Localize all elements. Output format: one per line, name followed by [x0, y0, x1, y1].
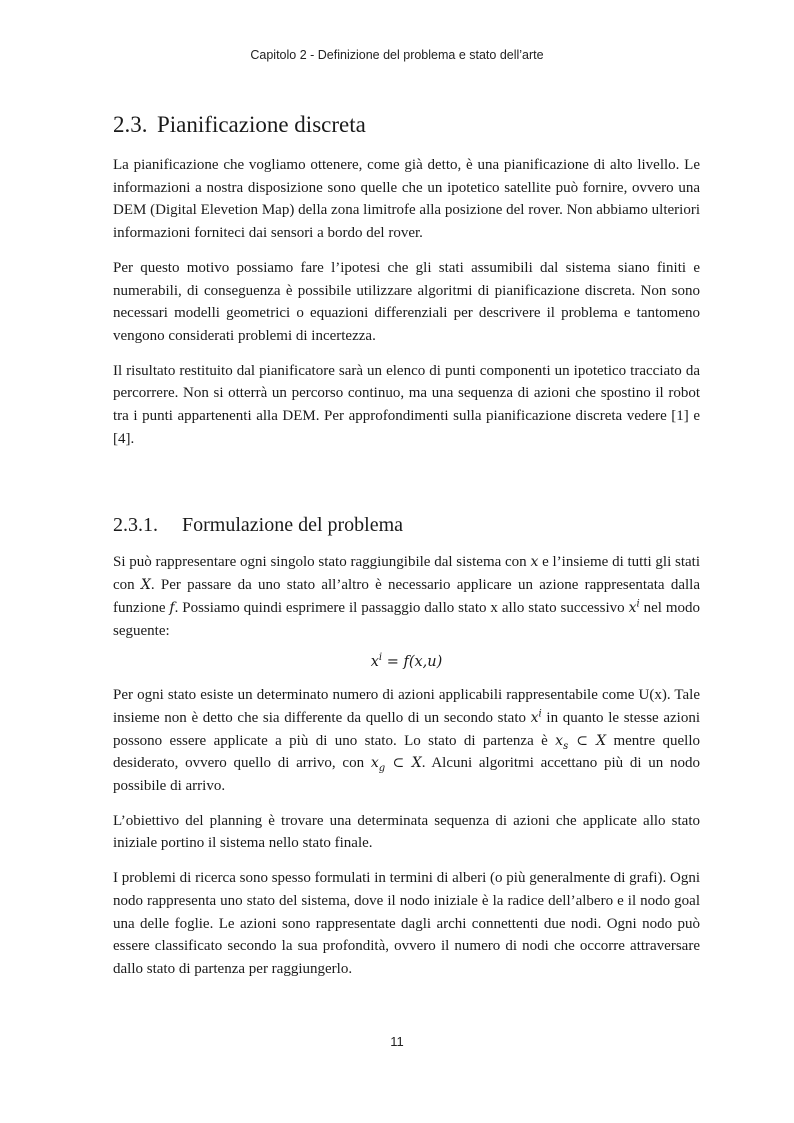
equation: $x^i = f(x,u)$ — [370, 652, 443, 671]
math-symbol: f — [169, 599, 175, 616]
paragraph: Il risultato restituito dal pianificatore sarà un elenco di punti componenti un ipotetico tracciato da percorrere. Non si otterrà un percorso continuo, ma una sequenza di azioni che spostino il robot tra i punti appartenenti alla DEM. Per approfondimenti sulla pianificazione discreta vedere [1] e [4]. — [113, 362, 700, 447]
math-symbol: $x^i$ — [628, 598, 640, 616]
math-symbol: X — [140, 577, 151, 594]
math-symbol: $x_s$ ⊂ X — [555, 732, 607, 752]
paragraph-actions: Per ogni stato esiste un determinato numero di azioni applicabili rappresentabile come U(x). Tale insieme non è detto che sia differente da quello di un secondo stato $x^i$ in quanto le stesse azioni possono essere applicate a più di uno stato. Lo stato di partenza è $x_s$ ⊂ X mentre quello desiderato, ovvero quello di arrivo, con $x_g$ ⊂ X. Alcuni algoritmi accettano più di un nodo possibile di arrivo. — [113, 687, 700, 795]
page-number: 11 — [390, 1034, 404, 1049]
section-title: Pianificazione discreta — [157, 112, 366, 137]
paragraph: Per questo motivo possiamo fare l’ipotesi che gli stati assumibili dal sistema siano finiti e numerabili, di conseguenza è possibile utilizzare algoritmi di pianificazione discreta. Non sono necessari modelli geometrici o equazioni differenziali per descrivere il problema e tantomeno vengono considerati problemi di incertezza. — [113, 259, 700, 344]
paragraph-state-definition: Si può rappresentare ogni singolo stato raggiungibile dal sistema con x e l’insieme di tutti gli stati con X. Per passare da uno stato all’altro è necessario applicare un azione rappresentata dalla funzione f. Possiamo quindi esprimere il passaggio dallo stato x allo stato successivo $x^i$ nel modo seguente: — [113, 554, 700, 639]
math-symbol: $x_g$ ⊂ X — [370, 755, 422, 775]
paragraph: La pianificazione che vogliamo ottenere, come già detto, è una pianificazione di alto livello. Le informazioni a nostra disposizione sono quelle che un ipotetico satellite può fornire, ovvero una DEM (Digital Elevetion Map) della zona limitrofe alla posizione del rover. Non abbiamo ulteriori informazioni forniteci dai sensori a bordo del rover. — [113, 157, 700, 242]
math-symbol: $x^i$ — [530, 708, 542, 726]
section-number: 2.3. — [113, 112, 148, 137]
subsection-title: Formulazione del problema — [182, 514, 404, 537]
math-symbol: x — [530, 554, 539, 571]
section-heading — [113, 112, 700, 138]
paragraph: L’obiettivo del planning è trovare una determinata sequenza di azioni che applicate allo stato iniziale portino il sistema nello stato finale. — [113, 812, 700, 852]
subsection-number: 2.3.1. — [113, 514, 158, 537]
page-body — [113, 112, 700, 993]
running-header: Capitolo 2 - Definizione del problema e stato dell’arte — [250, 48, 544, 62]
subsection-heading — [113, 514, 700, 537]
paragraph: I problemi di ricerca sono spesso formulati in termini di alberi (o più generalmente di grafi). Ogni nodo rappresenta uno stato del sistema, dove il nodo iniziale è la radice dell’albero e il nodo goal una delle foglie. Le azioni sono rappresentate dagli archi connettenti due nodi. Ogni nodo può essere classificato secondo la sua profondità, ovvero il numero di nodi che occorre attraversare dallo stato di partenza per raggiungerlo. — [113, 870, 700, 977]
